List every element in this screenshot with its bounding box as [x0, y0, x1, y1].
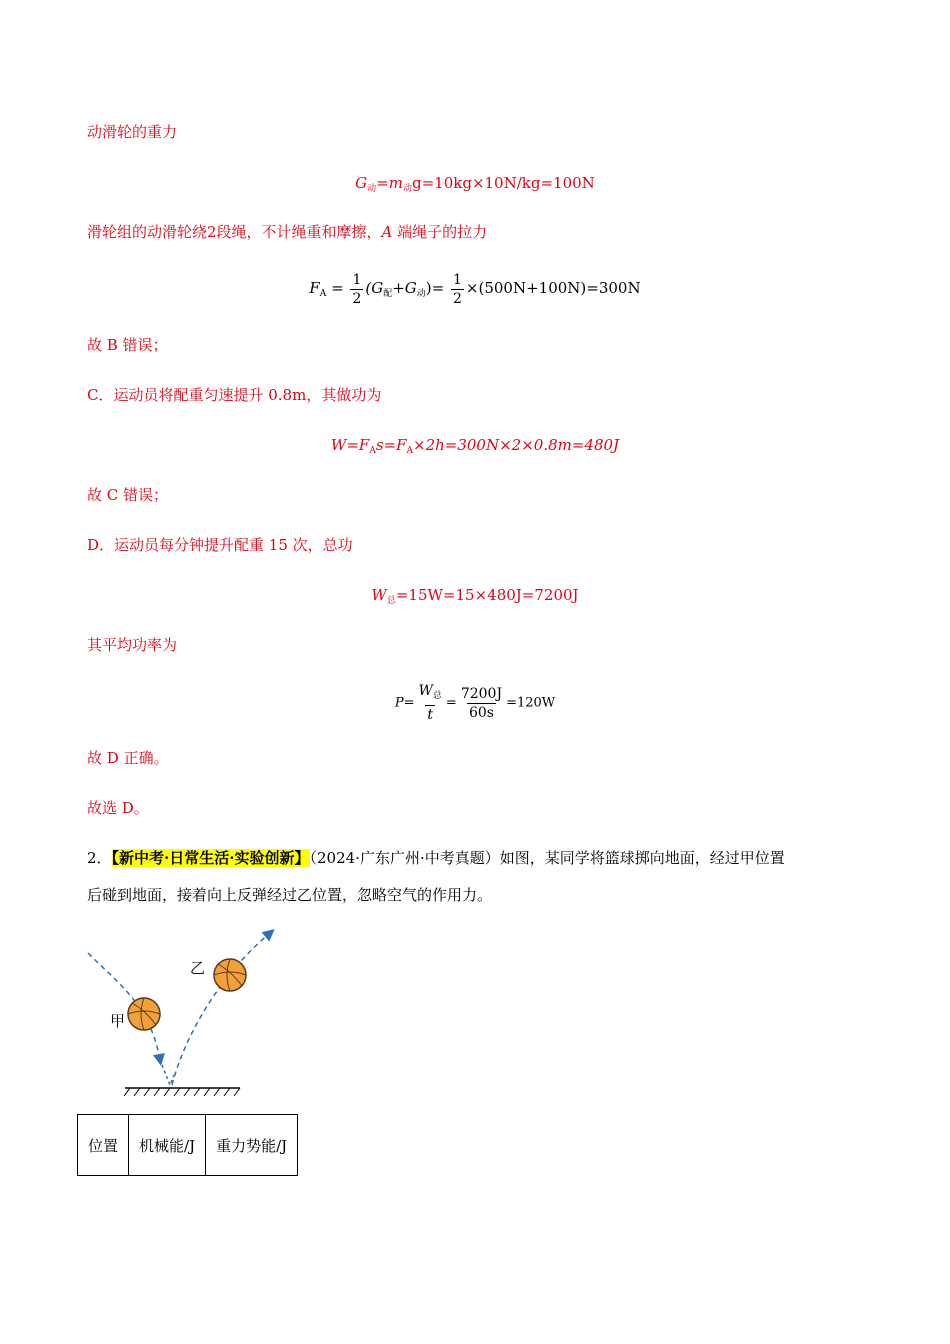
eq-sub: 总 [432, 691, 442, 701]
question-tag: 【新中考·日常生活·实验创新】 [111, 849, 310, 867]
ball-yi [214, 959, 246, 991]
text-segment: 端绳子的拉力 [392, 223, 488, 241]
ball-jia [128, 998, 160, 1030]
fraction-den: t [427, 707, 434, 723]
eq-part: W=F [330, 436, 370, 454]
eq-p: P [394, 695, 404, 711]
fraction-num: 7200J [460, 685, 503, 702]
eq-plus: +G [392, 279, 417, 297]
equation-power [0, 682, 950, 722]
text-line: 其平均功率为 [87, 636, 178, 654]
text-line: D．运动员每分钟提升配重 15 次，总功 [87, 536, 353, 554]
eq-sub: A [319, 289, 327, 299]
eq-sub: 动 [402, 184, 412, 194]
eq-part: s=F [375, 436, 407, 454]
text-line [87, 222, 487, 242]
ground [124, 1088, 240, 1096]
eq-w: W [418, 683, 433, 699]
fraction-num [417, 682, 444, 705]
text-line: 故选 D。 [87, 799, 149, 817]
eq-rest: =15W=15×480J=7200J [395, 586, 579, 604]
text-line: 故 B 错误； [87, 336, 168, 354]
eq-rest: ×(500N+100N)=300N [465, 279, 641, 297]
eq-rest: =120W [506, 695, 556, 711]
equation-total-work [0, 585, 950, 611]
table-header-mechanical-energy: 机械能/J [129, 1115, 206, 1176]
question-source: （2024·广东广州·中考真题）如图，某同学将篮球掷向地面，经过甲位置 [309, 849, 785, 867]
question-2 [87, 848, 785, 868]
text-line: C．运动员将配重匀速提升 0.8m，其做功为 [87, 386, 382, 404]
fraction [350, 271, 363, 308]
equation-work [0, 435, 950, 461]
fraction [459, 685, 504, 722]
text-line: 动滑轮的重力 [87, 123, 178, 141]
eq-g: G [355, 174, 368, 192]
fraction-den: 2 [453, 290, 462, 307]
eq-w: W [371, 586, 387, 604]
equation-gravity [0, 173, 950, 199]
var-a: A [381, 223, 393, 241]
table-header-potential-energy: 重力势能/J [206, 1115, 298, 1176]
label-yi: 乙 [190, 959, 206, 977]
eq-sub: 动 [367, 184, 377, 194]
eq-paren: (G [365, 279, 384, 297]
fraction [417, 682, 444, 724]
eq-sub: A [369, 446, 376, 456]
fraction [451, 271, 464, 308]
eq-f: F [309, 279, 320, 297]
text-line: 故 C 错误； [87, 486, 169, 504]
eq-sub: A [406, 446, 413, 456]
table-header-position: 位置 [78, 1115, 129, 1176]
table-row [78, 1115, 298, 1176]
equation-pull-force [0, 268, 950, 308]
label-jia: 甲 [110, 1012, 126, 1030]
fraction-num: 1 [453, 271, 462, 288]
eq-equals: = [445, 695, 457, 711]
fraction-den: 2 [352, 290, 362, 307]
question-number: 2． [87, 849, 112, 867]
eq-close: )= [425, 279, 445, 297]
eq-sub: 配 [383, 289, 393, 299]
eq-equals: = [403, 695, 415, 711]
eq-sub: 动 [416, 289, 426, 299]
trajectory-up [172, 933, 270, 1085]
eq-rest: g=10kg×10N/kg=100N [412, 174, 595, 192]
text-line: 故 D 正确。 [87, 749, 169, 767]
question-2-cont: 后碰到地面，接着向上反弹经过乙位置，忽略空气的作用力。 [87, 886, 493, 904]
eq-m: m [388, 174, 403, 192]
eq-sub: 总 [386, 596, 396, 606]
eq-part: ×2h=300N×2×0.8m=480J [413, 436, 620, 454]
text-segment: 滑轮组的动滑轮绕2段绳，不计绳重和摩擦， [87, 223, 382, 241]
data-table [77, 1114, 298, 1176]
fraction-num: 1 [352, 271, 362, 288]
eq-equals: = [331, 279, 344, 297]
fraction-den: 60s [468, 704, 494, 721]
eq-equals: = [376, 174, 389, 192]
basketball-figure [80, 925, 280, 1100]
